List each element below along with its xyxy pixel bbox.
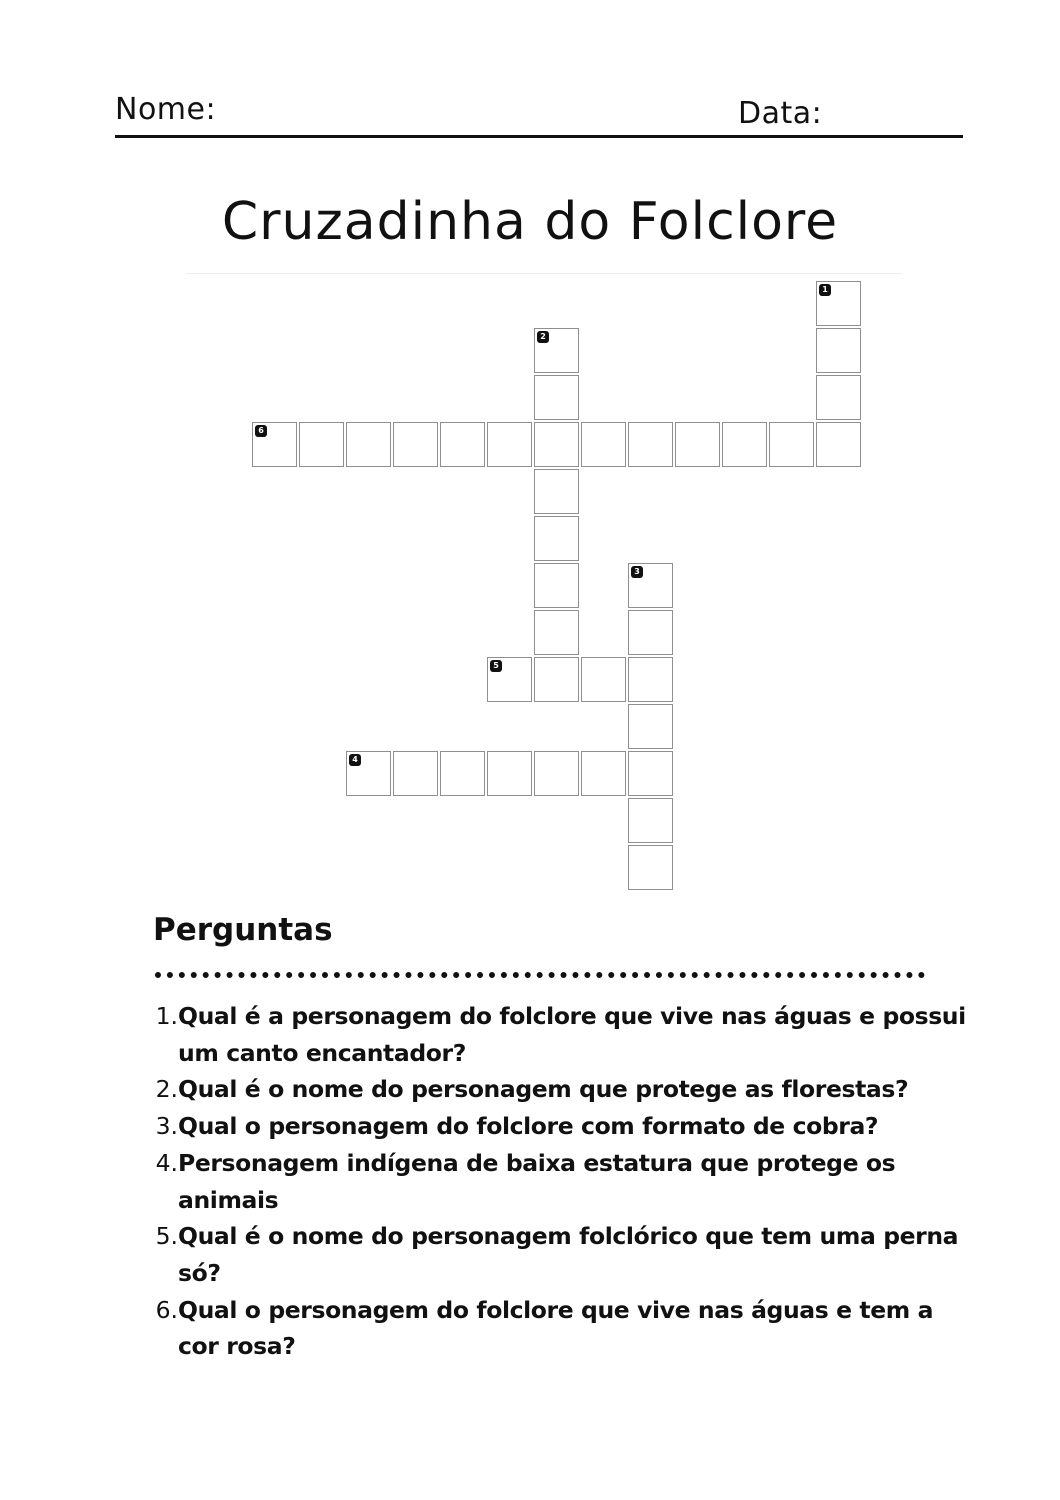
clue-number-badge: 2: [537, 331, 549, 343]
crossword-cell[interactable]: [581, 657, 626, 702]
crossword-cell[interactable]: [816, 328, 861, 373]
clue-number-badge: 4: [349, 754, 361, 766]
question-number: 5.: [155, 1222, 178, 1251]
crossword-cell[interactable]: [440, 422, 485, 467]
crossword-cell[interactable]: [487, 751, 532, 796]
question-number: 1.: [155, 1002, 178, 1030]
date-label: Data:: [738, 96, 823, 131]
crossword-cell[interactable]: [534, 422, 579, 467]
crossword-cell[interactable]: [628, 845, 673, 890]
crossword-cell[interactable]: [628, 798, 673, 843]
crossword-cell[interactable]: [534, 375, 579, 420]
crossword-cell[interactable]: [346, 422, 391, 467]
crossword-cell[interactable]: [534, 610, 579, 655]
crossword-cell[interactable]: [628, 704, 673, 749]
crossword-cell[interactable]: [252, 422, 297, 467]
crossword-cell[interactable]: [628, 563, 673, 608]
crossword-cell[interactable]: [816, 375, 861, 420]
crossword-cell[interactable]: [534, 657, 579, 702]
crossword-cell[interactable]: [816, 281, 861, 326]
crossword-cell[interactable]: [393, 422, 438, 467]
crossword-cell[interactable]: [769, 422, 814, 467]
crossword-cell[interactable]: [534, 751, 579, 796]
crossword-cell[interactable]: [440, 751, 485, 796]
crossword-cell[interactable]: [487, 422, 532, 467]
question-number: 3.: [155, 1112, 178, 1141]
question-text: Qual é a personagem do folclore que vive nas águas e possui um canto encantador?: [178, 1002, 966, 1067]
question-item: [150, 1145, 980, 1218]
question-text: Qual é o nome do personagem folclórico que tem uma perna só?: [178, 1222, 959, 1287]
crossword-cell[interactable]: [628, 657, 673, 702]
question-text: Qual o personagem do folclore que vive nas águas e tem a cor rosa?: [178, 1295, 934, 1361]
crossword-cell[interactable]: [628, 610, 673, 655]
title-divider: [186, 273, 902, 274]
question-text: Personagem indígena de baixa estatura que protege os animais: [178, 1148, 896, 1214]
questions-list: [150, 998, 980, 1365]
crossword-cell[interactable]: [534, 328, 579, 373]
question-text: Qual é o nome do personagem que protege as florestas?: [178, 1075, 909, 1104]
question-item: [150, 1292, 980, 1365]
questions-heading: Perguntas: [153, 912, 333, 948]
crossword-cell[interactable]: [534, 516, 579, 561]
crossword-cell[interactable]: [675, 422, 720, 467]
clue-number-badge: 5: [490, 660, 502, 672]
crossword-cell[interactable]: [628, 422, 673, 467]
crossword-cell[interactable]: [581, 422, 626, 467]
crossword-cell[interactable]: [581, 751, 626, 796]
question-item: [150, 1071, 980, 1108]
crossword-cell[interactable]: [722, 422, 767, 467]
question-number: 6.: [155, 1295, 178, 1324]
clue-number-badge: 6: [255, 425, 267, 437]
question-item: [150, 1218, 980, 1291]
clue-number-badge: 3: [631, 566, 643, 578]
crossword-cell[interactable]: [393, 751, 438, 796]
crossword-cell[interactable]: [487, 657, 532, 702]
question-text: Qual o personagem do folclore com formato de cobra?: [178, 1112, 879, 1141]
name-label: Nome:: [115, 92, 217, 127]
clue-number-badge: 1: [819, 284, 831, 296]
crossword-cell[interactable]: [628, 751, 673, 796]
page-title: Cruzadinha do Folclore: [221, 192, 839, 252]
crossword-cell[interactable]: [534, 563, 579, 608]
question-item: [150, 998, 980, 1071]
question-number: 4.: [155, 1148, 178, 1177]
name-date-line[interactable]: [115, 135, 963, 138]
question-number: 2.: [155, 1075, 178, 1104]
crossword-cell[interactable]: [346, 751, 391, 796]
crossword-cell[interactable]: [534, 469, 579, 514]
crossword-cell[interactable]: [816, 422, 861, 467]
crossword-cell[interactable]: [299, 422, 344, 467]
question-item: [150, 1108, 980, 1145]
dotted-divider: [155, 972, 925, 978]
